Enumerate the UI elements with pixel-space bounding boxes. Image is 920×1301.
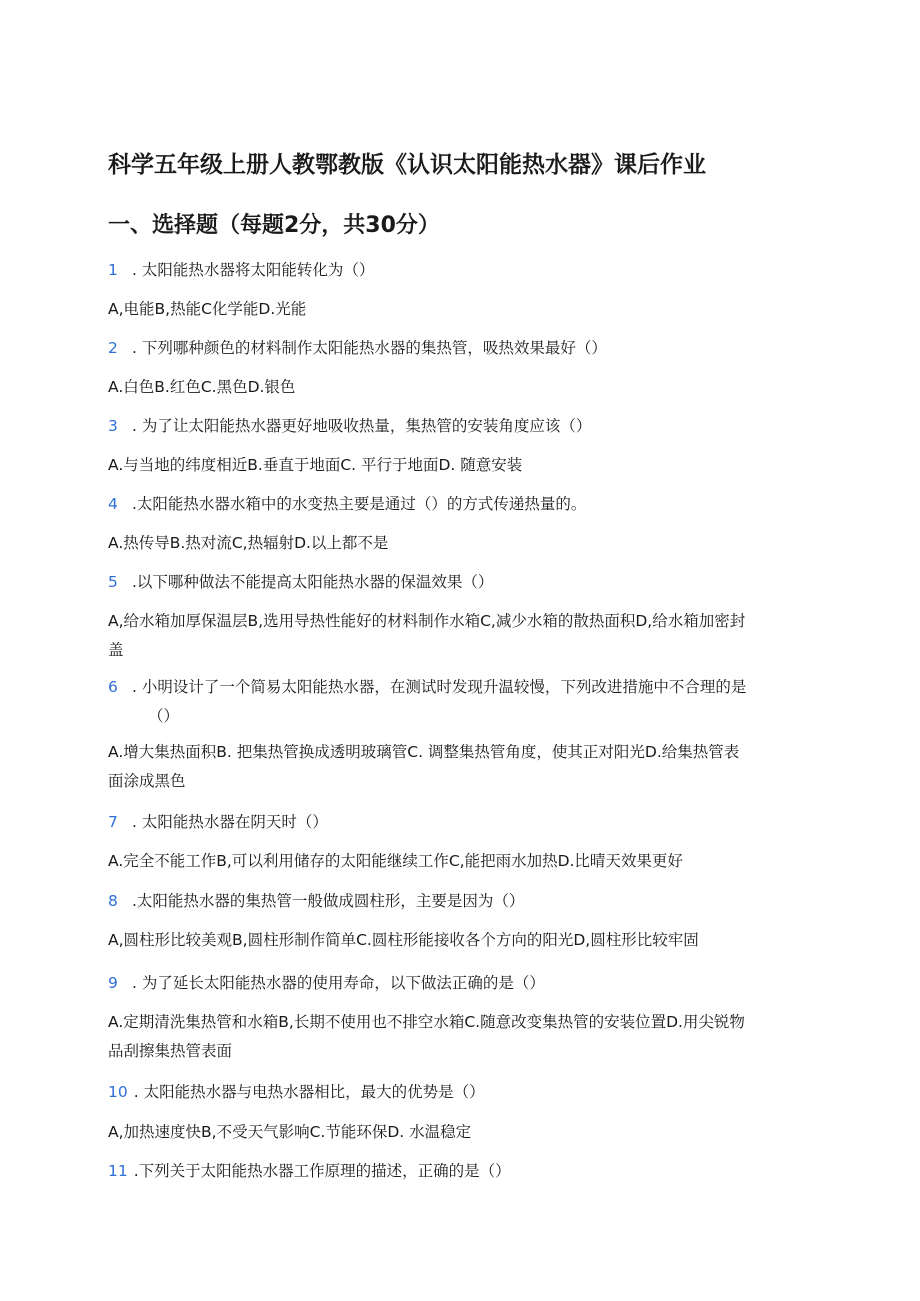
- question-1: [108, 256, 808, 285]
- question-text: . 太阳能热水器在阴天时（）: [132, 813, 328, 831]
- question-number: 7: [108, 813, 118, 831]
- options-text: A.与当地的纬度相近B.垂直于地面C. 平行于地面D. 随意安装: [108, 456, 523, 474]
- question-text: .以下哪种做法不能提高太阳能热水器的保温效果（）: [132, 573, 494, 591]
- section-heading: 一、选择题（每题2分，共30分）: [108, 213, 440, 238]
- question-number: 3: [108, 417, 118, 435]
- question-text: .太阳能热水器水箱中的水变热主要是通过（）的方式传递热量的。: [132, 495, 587, 513]
- question-text: .太阳能热水器的集热管一般做成圆柱形，主要是因为（）: [132, 892, 525, 910]
- options-text: A.热传导B.热对流C,热辐射D.以上都不是: [108, 534, 389, 552]
- options-text-continued: 品刮擦集热管表面: [108, 1042, 233, 1060]
- question-10-options: [108, 1118, 808, 1147]
- question-text: . 为了让太阳能热水器更好地吸收热量，集热管的安装角度应该（）: [132, 417, 592, 435]
- options-text: A.完全不能工作B,可以利用储存的太阳能继续工作C,能把雨水加热D.比晴天效果更好: [108, 852, 683, 870]
- question-number: 1: [108, 261, 118, 279]
- question-1-options: [108, 295, 808, 324]
- question-5-options: [108, 607, 808, 665]
- options-text: A,给水箱加厚保温层B,选用导热性能好的材料制作水箱C,减少水箱的散热面积D,给水箱加密封: [108, 612, 746, 630]
- question-text: . 太阳能热水器将太阳能转化为（）: [132, 261, 375, 279]
- question-7: [108, 808, 808, 837]
- question-number: 9: [108, 974, 118, 992]
- question-text: . 为了延长太阳能热水器的使用寿命，以下做法正确的是（）: [132, 974, 545, 992]
- question-3: [108, 412, 808, 441]
- question-7-options: [108, 847, 808, 876]
- question-text: . 下列哪种颜色的材料制作太阳能热水器的集热管，吸热效果最好（）: [132, 339, 607, 357]
- question-4: [108, 490, 808, 519]
- question-6: [108, 673, 808, 731]
- question-8: [108, 887, 808, 916]
- document-title: 科学五年级上册人教鄂教版《认识太阳能热水器》课后作业: [108, 152, 706, 178]
- question-8-options: [108, 926, 808, 955]
- options-text-continued: 面涂成黑色: [108, 772, 186, 790]
- question-10: [108, 1078, 808, 1107]
- question-number: 6: [108, 678, 118, 696]
- question-text: . 小明设计了一个简易太阳能热水器，在测试时发现升温较慢，下列改进措施中不合理的是: [132, 678, 747, 696]
- question-6-options: [108, 738, 808, 796]
- question-number: 4: [108, 495, 118, 513]
- question-number: 8: [108, 892, 118, 910]
- question-number: 10: [108, 1083, 128, 1101]
- question-4-options: [108, 529, 808, 558]
- options-text-continued: 盖: [108, 641, 124, 659]
- question-number: 2: [108, 339, 118, 357]
- question-3-options: [108, 451, 808, 480]
- options-text: A,电能B,热能C化学能D.光能: [108, 300, 307, 318]
- question-number: 11: [108, 1162, 128, 1180]
- question-number: 5: [108, 573, 118, 591]
- question-text: . 太阳能热水器与电热水器相比，最大的优势是（）: [133, 1083, 485, 1101]
- question-2-options: [108, 373, 808, 402]
- question-text-continued: （）: [148, 707, 180, 725]
- question-11: [108, 1157, 808, 1186]
- question-text: .下列关于太阳能热水器工作原理的描述，正确的是（）: [133, 1162, 511, 1180]
- question-2: [108, 334, 808, 363]
- options-text: A.定期清洗集热管和水箱B,长期不使用也不排空水箱C.随意改变集热管的安装位置D.用尖锐物: [108, 1013, 745, 1031]
- question-5: [108, 568, 808, 597]
- options-text: A,圆柱形比较美观B,圆柱形制作简单C.圆柱形能接收各个方向的阳光D,圆柱形比较牢固: [108, 931, 699, 949]
- options-text: A.白色B.红色C.黑色D.银色: [108, 378, 296, 396]
- question-9: [108, 969, 808, 998]
- options-text: A,加热速度快B,不受天气影响C.节能环保D. 水温稳定: [108, 1123, 472, 1141]
- options-text: A.增大集热面积B. 把集热管换成透明玻璃管C. 调整集热管角度，使其正对阳光D.给集热管表: [108, 743, 740, 761]
- question-9-options: [108, 1008, 808, 1066]
